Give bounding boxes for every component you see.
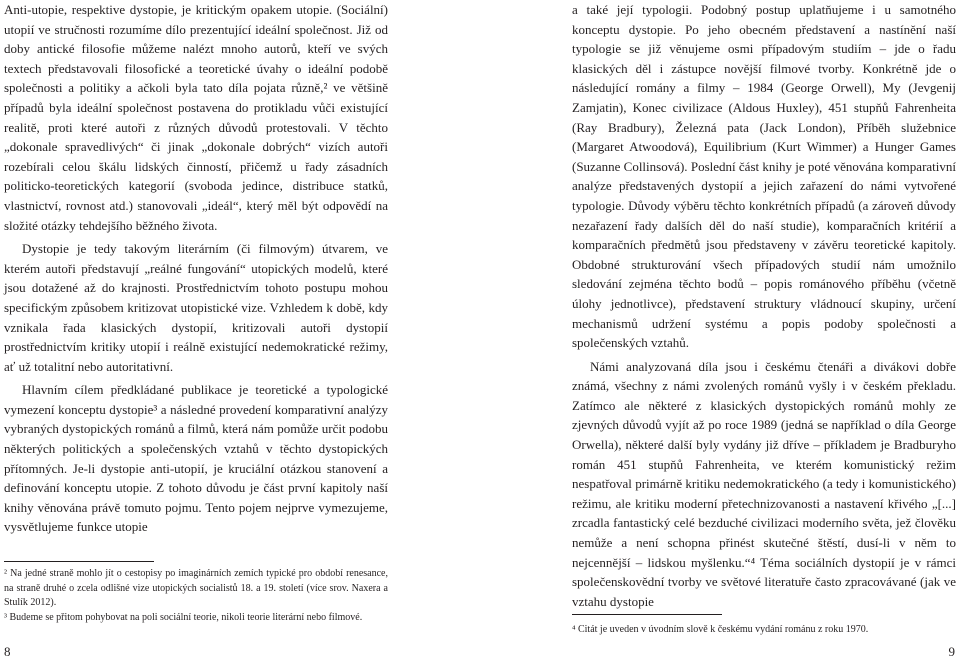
- footnotes: [572, 623, 956, 638]
- body-paragraph: Anti-utopie, respektive dystopie, je kritickým opakem utopie. (Sociální) utopií ve stručnosti rozumíme dílo prezentující ideální společnost. Již od doby antické filosofie můžeme nalézt mnoho autorů, kteří ve svých textech představovali filosofické a teoretické úvahy o ideální podobě společnosti a politiky a ačkoli byla tato díla pojata různě,² ve většině případů byla ideální společnost postavena do protikladu vůči existující realitě, proti které autoři z různých důvodů protestovali. V těchto „dokonale spravedlivých“ či jinak „dokonale dobrých“ vizích autoři rozebírali celou škálu lidských činností, přičemž u řady zásadních politicko-teoretických kategorií (svoboda jedince, distribuce statků, vlastnictví, rovnost atd.) stanovovali „ideál“, který měl být odpovědí na složité otázky tehdejšího běžného života.: [4, 2, 388, 233]
- footnote: ⁴ Citát je uveden v úvodním slově k českému vydání románu z roku 1970.: [572, 624, 869, 635]
- page-number: 8: [4, 644, 11, 659]
- body-paragraph: Námi analyzovaná díla jsou i českému čtenáři a divákovi dobře známá, všechny z námi zvolených románů vyšly i v českém překladu. Zatímco ale některé z klasických dystopických románů mohly ze zjevných důvodů vyjít až po roce 1989 (jedná se například o díla George Orwella), některé další byly vydány již dříve – příkladem je Bradburyho román 451 stupňů Fahrenheita, ve kterém komunistický režim nespatřoval primárně kritiku nedemokratického (a tedy i komunistického) režimu, ale kritiku moderní přetechnizovanosti a nastavení křivého „[...] zrcadla fantastický celé bezduché civilizaci moderního světa, jež člověku nemůže a není schopna přinést skutečné štěstí, dusí-li v něm to nejcennější – lidskou myšlenku.“⁴ Téma sociálních dystopií je v rámci společenskovědní tvorby ve světové literatuře často zpracovávané (jak ve vztahu dystopie: [572, 358, 956, 609]
- footnote: ³ Budeme se přitom pohybovat na poli sociální teorie, nikoli teorie literární nebo filmové.: [4, 611, 363, 623]
- body-paragraph: a také její typologii. Podobný postup uplatňujeme i u samotného konceptu dystopie. Po jeho obecném představení a nastínění naší typologie se již věnujeme osmi případovým studiím – jde o řadu klasických děl i zástupce novější filmové tvorby. Konkrétně jde o následující romány a filmy – 1984 (George Orwell), My (Jevgenij Zamjatin), Konec civilizace (Aldous Huxley), 451 stupňů Fahrenheita (Ray Bradbury), Železná pata (Jack London), Příběh služebnice (Margaret Atwoodová), Equilibrium (Kurt Wimmer) a Hunger Games (Suzanne Collinsová). Poslední část knihy je poté věnována komparativní analýze představených dystopií a jejich zařazení do námi vytvořené typologie. Důvody výběru těchto konkrétních případů (a zároveň důvody nezařazení řady dalších děl do naší studie), komparačních kritérií a komparačních předmětů jsou představeny v závěru teoretické kapitoly. Obdobné strukturování všech případových studií nám umožnilo sledování zejména těchto bodů – popis románového příběhu (včetně úlohy jednotlivce), představení struktury vládnoucí skupiny, určení mechanismů udržení systému a popis podoby společnosti a společenských vztahů.: [572, 2, 956, 351]
- body-paragraph: Hlavním cílem předkládané publikace je teoretické a typologické vymezení konceptu dystopie³ a následné provedení komparativní analýzy vybraných dystopických románů a filmů, která nám pomůže určit podobu některých politických a společenských vztahů v těchto dystopických přítomných. Je-li dystopie anti-utopií, je kruciální otázkou stanovení a definování konceptu utopie. Z tohoto důvodu je část první kapitoly naší knihy věnována právě tomuto pojmu. Tento pojem nejprve vymezujeme, vysvětlujeme funkce utopie: [4, 382, 388, 535]
- page-number: 9: [948, 644, 955, 659]
- footnote-divider: [572, 614, 722, 615]
- left-text-column: [4, 0, 388, 537]
- right-page: [480, 0, 959, 664]
- footnotes: [4, 567, 388, 625]
- footnote: ² Na jedné straně mohlo jít o cestopisy po imaginárních zemích typické pro období renesance, na straně druhé o zcela odlišné vize utopických socialistů 18. a 19. století (více srov. Naxera a Stulík 2012).: [4, 568, 388, 608]
- body-paragraph: Dystopie je tedy takovým literárním (či filmovým) útvarem, ve kterém autoři představují „reálné fungování“ utopických modelů, které jsou dotažené až do krajnosti. Prostřednictvím tohoto postupu mohou specifickým způsobem kritizovat utopistické vize. Vzhledem k době, kdy vznikala řada klasických dystopií, kritizovali autoři dystopií prostřednictvím kritiky utopií i reálně existující nedemokratické režimy, ať už totalitní nebo autoritativní.: [4, 241, 388, 374]
- right-text-column: [572, 0, 956, 611]
- footnote-divider: [4, 561, 154, 562]
